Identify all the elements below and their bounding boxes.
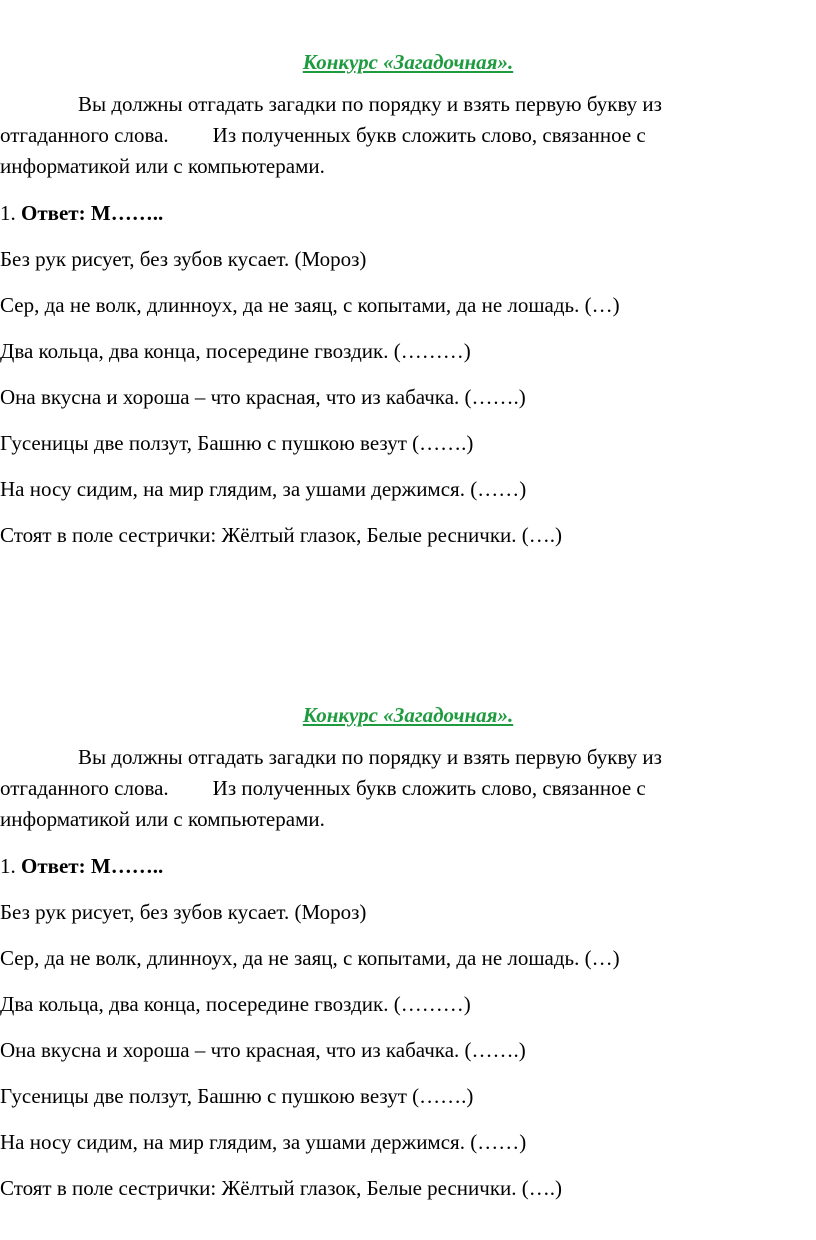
- instructions-part-1: Вы должны отгадать загадки по порядку и взять первую букву из отгаданного слова.: [0, 92, 662, 147]
- contest-instructions: [0, 742, 816, 835]
- answer-label: Ответ: М……..: [21, 201, 164, 225]
- riddle-6: На носу сидим, на мир глядим, за ушами держимся. (……): [0, 1130, 527, 1154]
- contest-title: Конкурс «Загадочная».: [302, 703, 514, 727]
- contest-title: Конкурс «Загадочная».: [302, 50, 514, 74]
- answer-line: [0, 851, 816, 881]
- instructions-part-2: Из полученных букв сложить слово, связанное с информатикой или с компьютерами.: [0, 776, 646, 831]
- riddle-5: Гусеницы две ползут, Башню с пушкою везут (…….): [0, 431, 474, 455]
- answer-number: 1.: [0, 201, 16, 225]
- contest-instructions: [0, 89, 816, 182]
- riddle-2: Сер, да не волк, длинноух, да не заяц, с копытами, да не лошадь. (…): [0, 293, 620, 317]
- riddle-1: Без рук рисует, без зубов кусает. (Мороз): [0, 247, 367, 271]
- contest-section-2: [0, 700, 816, 1203]
- answer-line: [0, 198, 816, 228]
- riddle-3: Два кольца, два конца, посередине гвоздик. (………): [0, 992, 471, 1016]
- instructions-part-1: Вы должны отгадать загадки по порядку и взять первую букву из отгаданного слова.: [0, 745, 662, 800]
- riddle-2: Сер, да не волк, длинноух, да не заяц, с копытами, да не лошадь. (…): [0, 946, 620, 970]
- instructions-part-2: Из полученных букв сложить слово, связанное с информатикой или с компьютерами.: [0, 123, 646, 178]
- riddle-4: Она вкусна и хороша – что красная, что из кабачка. (…….): [0, 1038, 526, 1062]
- contest-section-1: [0, 47, 816, 550]
- answer-label: Ответ: М……..: [21, 854, 164, 878]
- riddle-7: Стоят в поле сестрички: Жёлтый глазок, Белые реснички. (….): [0, 1176, 563, 1200]
- riddle-3: Два кольца, два конца, посередине гвоздик. (………): [0, 339, 471, 363]
- riddle-1: Без рук рисует, без зубов кусает. (Мороз): [0, 900, 367, 924]
- answer-number: 1.: [0, 854, 16, 878]
- riddle-6: На носу сидим, на мир глядим, за ушами держимся. (……): [0, 477, 527, 501]
- riddle-5: Гусеницы две ползут, Башню с пушкою везут (…….): [0, 1084, 474, 1108]
- riddle-7: Стоят в поле сестрички: Жёлтый глазок, Белые реснички. (….): [0, 523, 563, 547]
- riddle-4: Она вкусна и хороша – что красная, что из кабачка. (…….): [0, 385, 526, 409]
